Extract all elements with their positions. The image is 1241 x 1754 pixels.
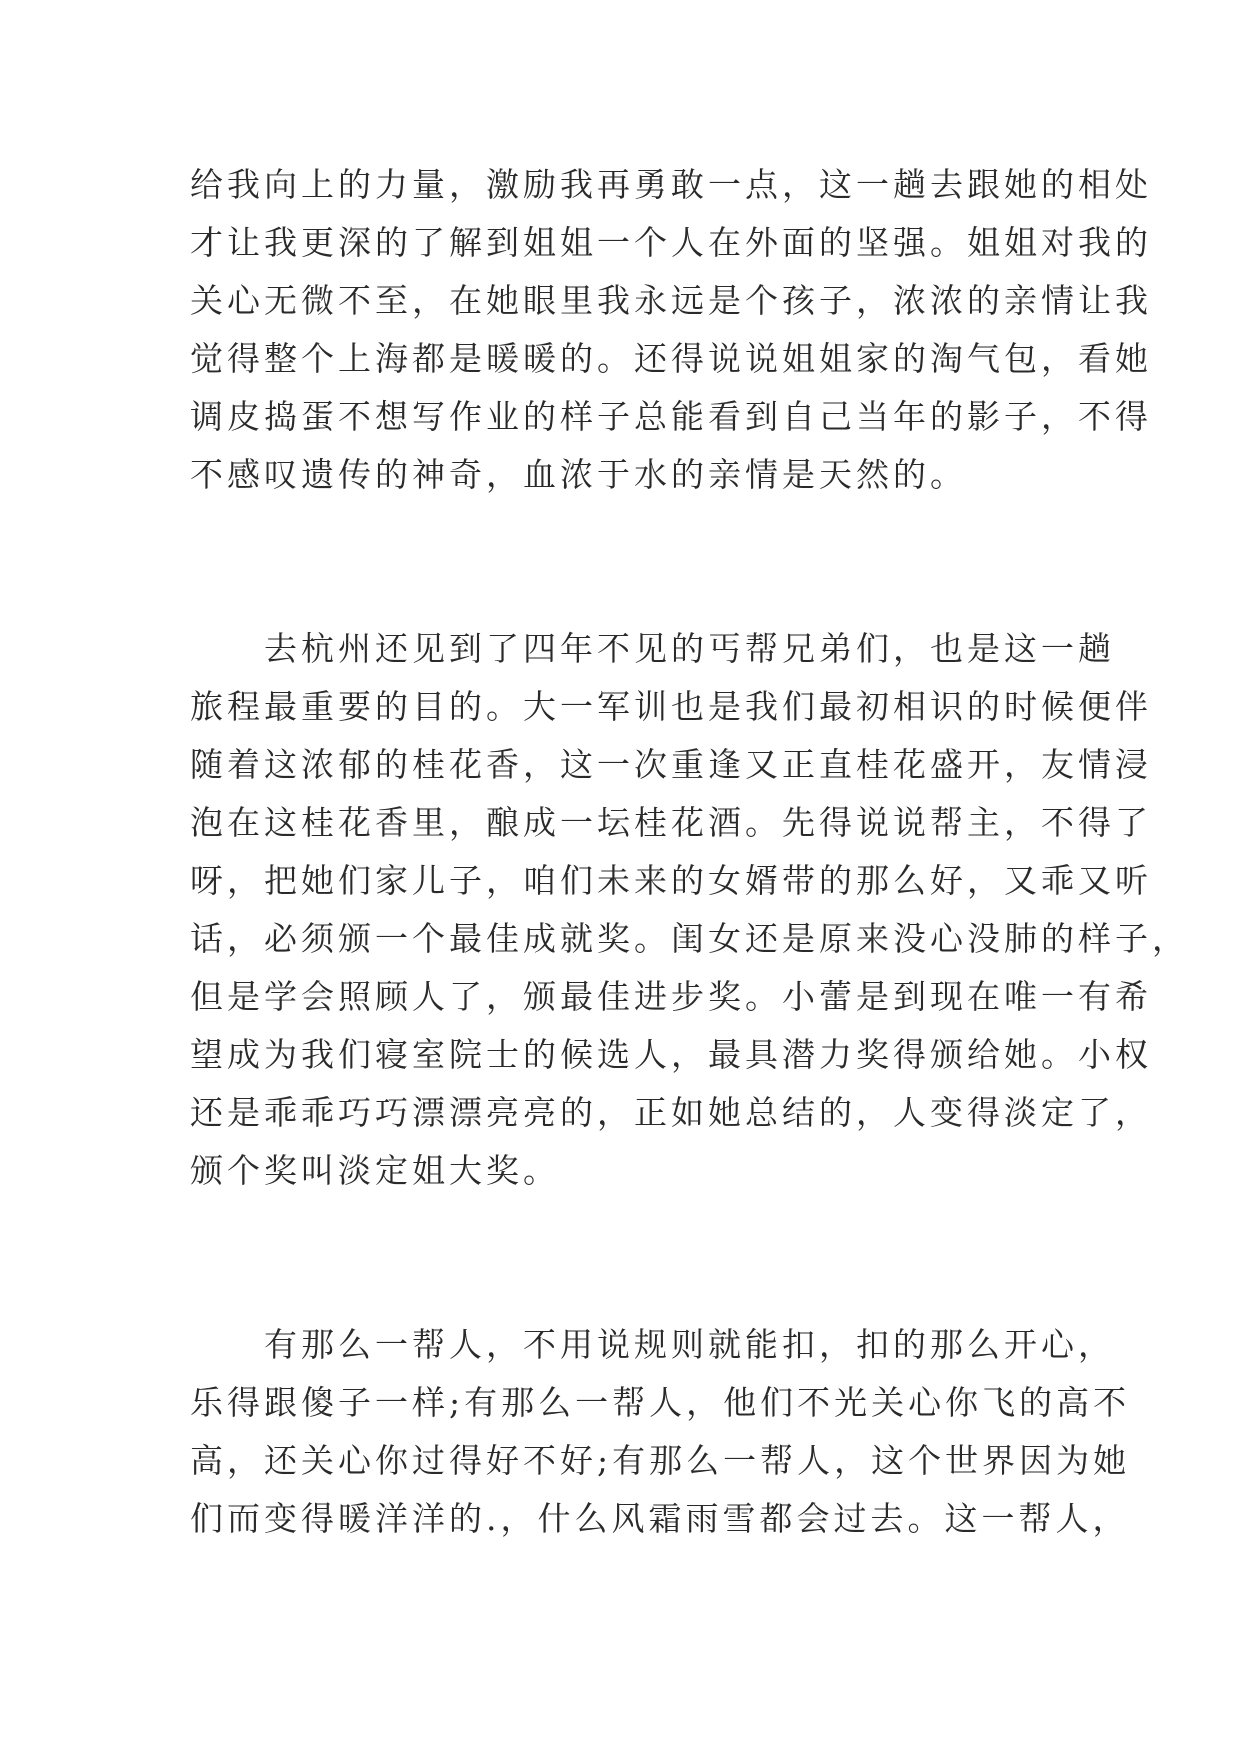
- text-line: 去杭州还见到了四年不见的丐帮兄弟们，也是这一趟: [190, 629, 1115, 668]
- paragraph-2: [190, 620, 1189, 1200]
- text-line: 不感叹遗传的神奇，血浓于水的亲情是天然的。: [190, 455, 967, 494]
- text-line: 话，必须颁一个最佳成就奖。闺女还是原来没心没肺的样子，: [190, 919, 1189, 958]
- text-line: 觉得整个上海都是暖暖的。还得说说姐姐家的淘气包，看她: [190, 339, 1152, 378]
- text-line: 呀，把她们家儿子，咱们未来的女婿带的那么好，又乖又听: [190, 861, 1152, 900]
- text-line: 高，还关心你过得好不好;有那么一帮人，这个世界因为她: [190, 1441, 1131, 1480]
- paragraph-1: [190, 156, 1152, 504]
- text-line: 才让我更深的了解到姐姐一个人在外面的坚强。姐姐对我的: [190, 223, 1152, 262]
- text-line: 望成为我们寝室院士的候选人，最具潜力奖得颁给她。小权: [190, 1035, 1152, 1074]
- text-line: 乐得跟傻子一样;有那么一帮人，他们不光关心你飞的高不: [190, 1383, 1131, 1422]
- paragraph-3: [190, 1316, 1131, 1548]
- text-line: 颁个奖叫淡定姐大奖。: [190, 1151, 560, 1190]
- text-line: 调皮捣蛋不想写作业的样子总能看到自己当年的影子，不得: [190, 397, 1152, 436]
- text-line: 关心无微不至，在她眼里我永远是个孩子，浓浓的亲情让我: [190, 281, 1152, 320]
- text-line: 随着这浓郁的桂花香，这一次重逢又正直桂花盛开，友情浸: [190, 745, 1152, 784]
- text-line: 有那么一帮人，不用说规则就能扣，扣的那么开心，: [190, 1325, 1115, 1364]
- text-line: 给我向上的力量，激励我再勇敢一点，这一趟去跟她的相处: [190, 165, 1152, 204]
- text-line: 还是乖乖巧巧漂漂亮亮的，正如她总结的，人变得淡定了，: [190, 1093, 1152, 1132]
- text-line: 但是学会照顾人了，颁最佳进步奖。小蕾是到现在唯一有希: [190, 977, 1152, 1016]
- text-line: 旅程最重要的目的。大一军训也是我们最初相识的时候便伴: [190, 687, 1152, 726]
- text-line: 泡在这桂花香里，酿成一坛桂花酒。先得说说帮主，不得了: [190, 803, 1152, 842]
- text-line: 们而变得暖洋洋的.，什么风霜雨雪都会过去。这一帮人，: [190, 1499, 1130, 1538]
